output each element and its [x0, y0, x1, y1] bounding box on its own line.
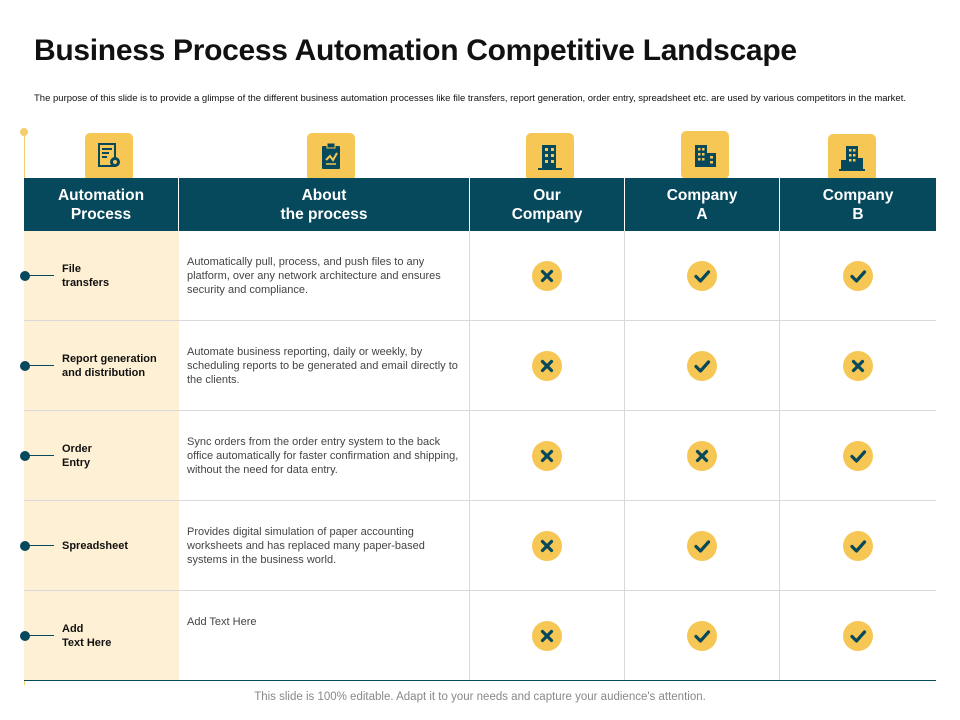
cross-icon: [532, 621, 562, 651]
cross-icon: [532, 351, 562, 381]
column-header-company-b: Company B: [822, 186, 894, 223]
process-description: Automatically pull, process, and push files to any platform, over any network architecture and ensures security and compliance.: [187, 256, 441, 296]
process-cell: [24, 501, 179, 590]
process-description: Provides digital simulation of paper accounting worksheets and has replaced many paper-based systems in the business world.: [187, 526, 425, 566]
company-b-cell: [780, 411, 936, 500]
process-cell: [24, 411, 179, 500]
company-a-cell: [625, 501, 780, 590]
row-marker-line: [28, 545, 54, 546]
description-cell: [179, 321, 470, 410]
our-company-cell: [470, 501, 625, 590]
process-label: Add Text Here: [62, 622, 112, 649]
cross-icon: [843, 351, 873, 381]
row-marker-line: [28, 275, 54, 276]
check-icon: [843, 621, 873, 651]
office-buildings-icon: [681, 131, 729, 179]
table-row: [24, 411, 936, 501]
row-marker-line: [28, 455, 54, 456]
company-b-cell: [780, 321, 936, 410]
check-icon: [843, 531, 873, 561]
row-marker-line: [28, 635, 54, 636]
description-cell: [179, 411, 470, 500]
clipboard-icon: [307, 133, 355, 181]
description-cell: [179, 501, 470, 590]
table-row: [24, 231, 936, 321]
process-label: Report generation and distribution: [62, 352, 157, 379]
page-title: Business Process Automation Competitive Landscape: [34, 34, 797, 67]
process-label: File transfers: [62, 262, 110, 289]
our-company-cell: [470, 231, 625, 320]
description-cell: [179, 231, 470, 320]
process-description: Automate business reporting, daily or weekly, by scheduling reports to be generated and email directly to the clients.: [187, 346, 458, 386]
column-header-automation-process: Automation Process: [24, 178, 179, 231]
check-icon: [687, 621, 717, 651]
footer-note: This slide is 100% editable. Adapt it to your needs and capture your audience's attention.: [254, 691, 706, 703]
table-row: [24, 501, 936, 591]
process-cell: [24, 591, 179, 680]
city-buildings-icon: [828, 134, 876, 182]
process-cell: [24, 231, 179, 320]
timeline-start-dot: [20, 128, 28, 136]
cross-icon: [532, 261, 562, 291]
page-subtitle: The purpose of this slide is to provide a glimpse of the different business automation processes like file transfers, report generation, order entry, spreadsheet etc. are used by various competitors in the market.: [34, 93, 906, 104]
check-icon: [687, 531, 717, 561]
our-company-cell: [470, 321, 625, 410]
company-a-cell: [625, 411, 780, 500]
company-a-cell: [625, 321, 780, 410]
building-icon: [526, 133, 574, 181]
process-label: Order Entry: [62, 442, 92, 469]
check-icon: [687, 351, 717, 381]
document-gear-icon: [85, 133, 133, 181]
column-header-company-a: Company A: [625, 178, 780, 231]
process-label: Spreadsheet: [62, 539, 129, 552]
row-marker-line: [28, 365, 54, 366]
column-header-about-process: About the process: [179, 178, 470, 231]
company-a-cell: [625, 231, 780, 320]
description-cell: [179, 591, 470, 680]
check-icon: [843, 441, 873, 471]
check-icon: [843, 261, 873, 291]
our-company-cell: [470, 591, 625, 680]
process-description: Sync orders from the order entry system to the back office automatically for faster confirmation and shipping, without the need for data entry.: [187, 436, 459, 476]
table-header: [24, 178, 936, 231]
cross-icon: [532, 531, 562, 561]
process-cell: [24, 321, 179, 410]
company-a-cell: [625, 591, 780, 680]
company-b-cell: [780, 231, 936, 320]
table-row: [24, 321, 936, 411]
check-icon: [687, 261, 717, 291]
company-b-cell: [780, 501, 936, 590]
our-company-cell: [470, 411, 625, 500]
cross-icon: [532, 441, 562, 471]
company-b-cell: [780, 591, 936, 680]
process-description: Add Text Here: [187, 616, 257, 628]
cross-icon: [687, 441, 717, 471]
column-header-our-company: Our Company: [470, 178, 625, 231]
table-row: [24, 591, 936, 681]
table-body: [24, 231, 936, 681]
